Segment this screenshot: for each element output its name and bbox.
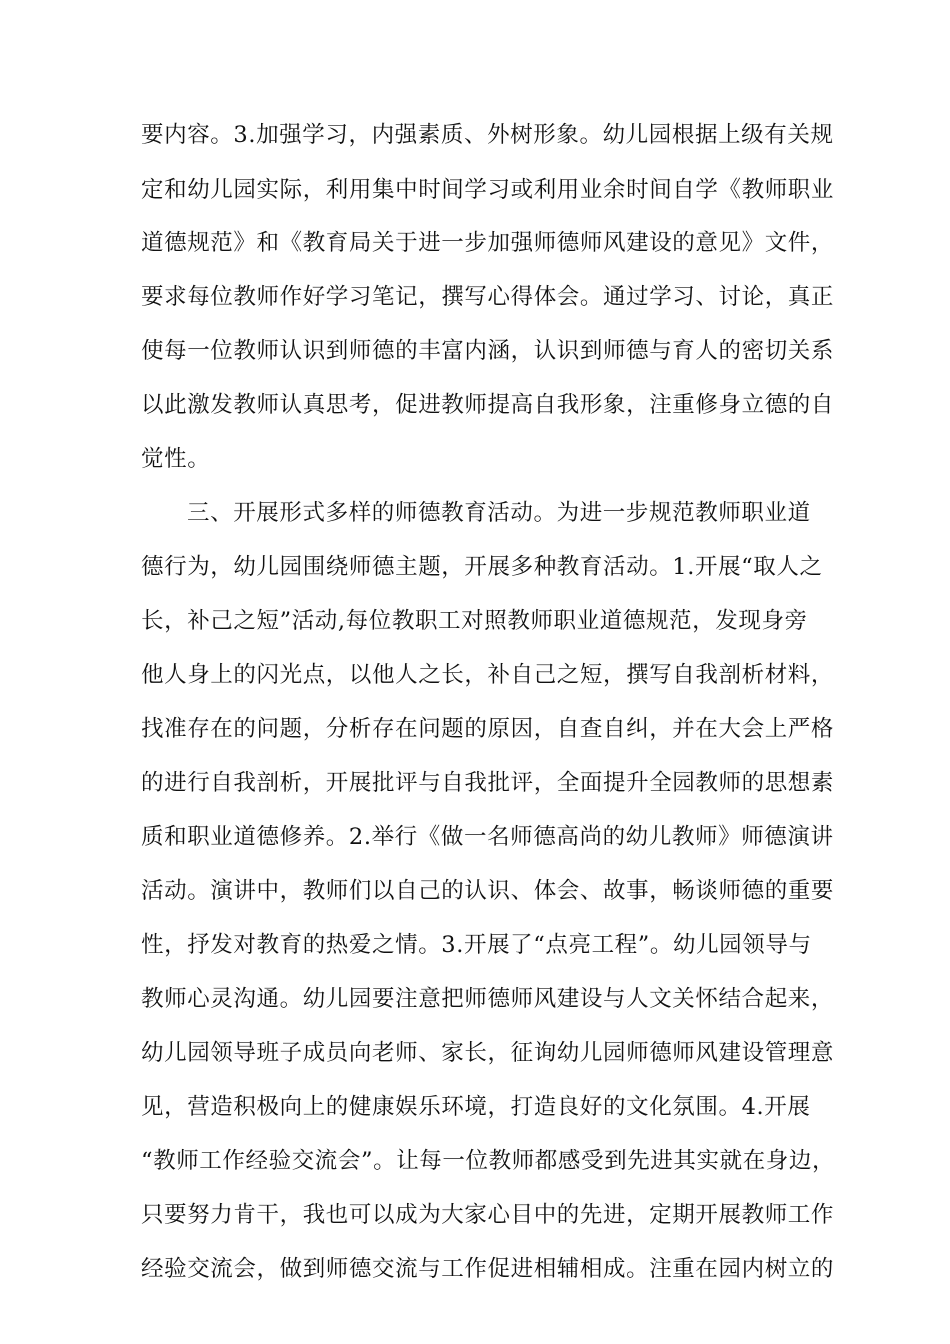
text-line: 经验交流会，做到师德交流与工作促进相辅相成。注重在园内树立的 bbox=[141, 1256, 835, 1282]
text-line: 见，营造积极向上的健康娱乐环境，打造良好的文化氛围。4.开展 bbox=[141, 1094, 811, 1120]
text-line: 幼儿园领导班子成员向老师、家长，征询幼儿园师德师风建设管理意 bbox=[141, 1040, 835, 1066]
text-line: “教师工作经验交流会”。让每一位教师都感受到先进其实就在身边， bbox=[141, 1148, 836, 1174]
text-line: 德行为，幼儿园围绕师德主题，开展多种教育活动。1.开展“取人之 bbox=[141, 554, 823, 580]
text-line: 长，补己之短”活动,每位教职工对照教师职业道德规范，发现身旁 bbox=[141, 608, 808, 634]
text-line: 道德规范》和《教育局关于进一步加强师德师风建设的意见》文件， bbox=[141, 230, 835, 256]
text-line: 活动。演讲中，教师们以自己的认识、体会、故事，畅谈师德的重要 bbox=[141, 878, 835, 904]
text-line: 质和职业道德修养。2.举行《做一名师德高尚的幼儿教师》师德演讲 bbox=[141, 824, 834, 850]
text-line: 只要努力肯干，我也可以成为大家心目中的先进，定期开展教师工作 bbox=[141, 1202, 835, 1228]
text-line: 的进行自我剖析，开展批评与自我批评，全面提升全园教师的思想素 bbox=[141, 770, 835, 796]
text-line: 使每一位教师认识到师德的丰富内涵，认识到师德与育人的密切关系 bbox=[141, 338, 835, 364]
text-line: 找准存在的问题，分析存在问题的原因，自查自纠，并在大会上严格 bbox=[141, 716, 835, 742]
text-line: 他人身上的闪光点，以他人之长，补自己之短，撰写自我剖析材料， bbox=[141, 662, 835, 688]
text-line: 教师心灵沟通。幼儿园要注意把师德师风建设与人文关怀结合起来， bbox=[141, 986, 835, 1012]
paragraph-start-line: 三、开展形式多样的师德教育活动。为进一步规范教师职业道 bbox=[187, 500, 811, 526]
text-line: 以此激发教师认真思考，促进教师提高自我形象，注重修身立德的自 bbox=[141, 392, 835, 418]
text-line: 要内容。3.加强学习，内强素质、外树形象。幼儿园根据上级有关规 bbox=[141, 122, 834, 148]
text-line: 性，抒发对教育的热爱之情。3.开展了“点亮工程”。幼儿园领导与 bbox=[141, 932, 812, 958]
text-line: 定和幼儿园实际，利用集中时间学习或利用业余时间自学《教师职业 bbox=[141, 177, 835, 203]
text-line: 觉性。 bbox=[141, 446, 211, 472]
text-line: 要求每位教师作好学习笔记，撰写心得体会。通过学习、讨论，真正 bbox=[141, 284, 835, 310]
